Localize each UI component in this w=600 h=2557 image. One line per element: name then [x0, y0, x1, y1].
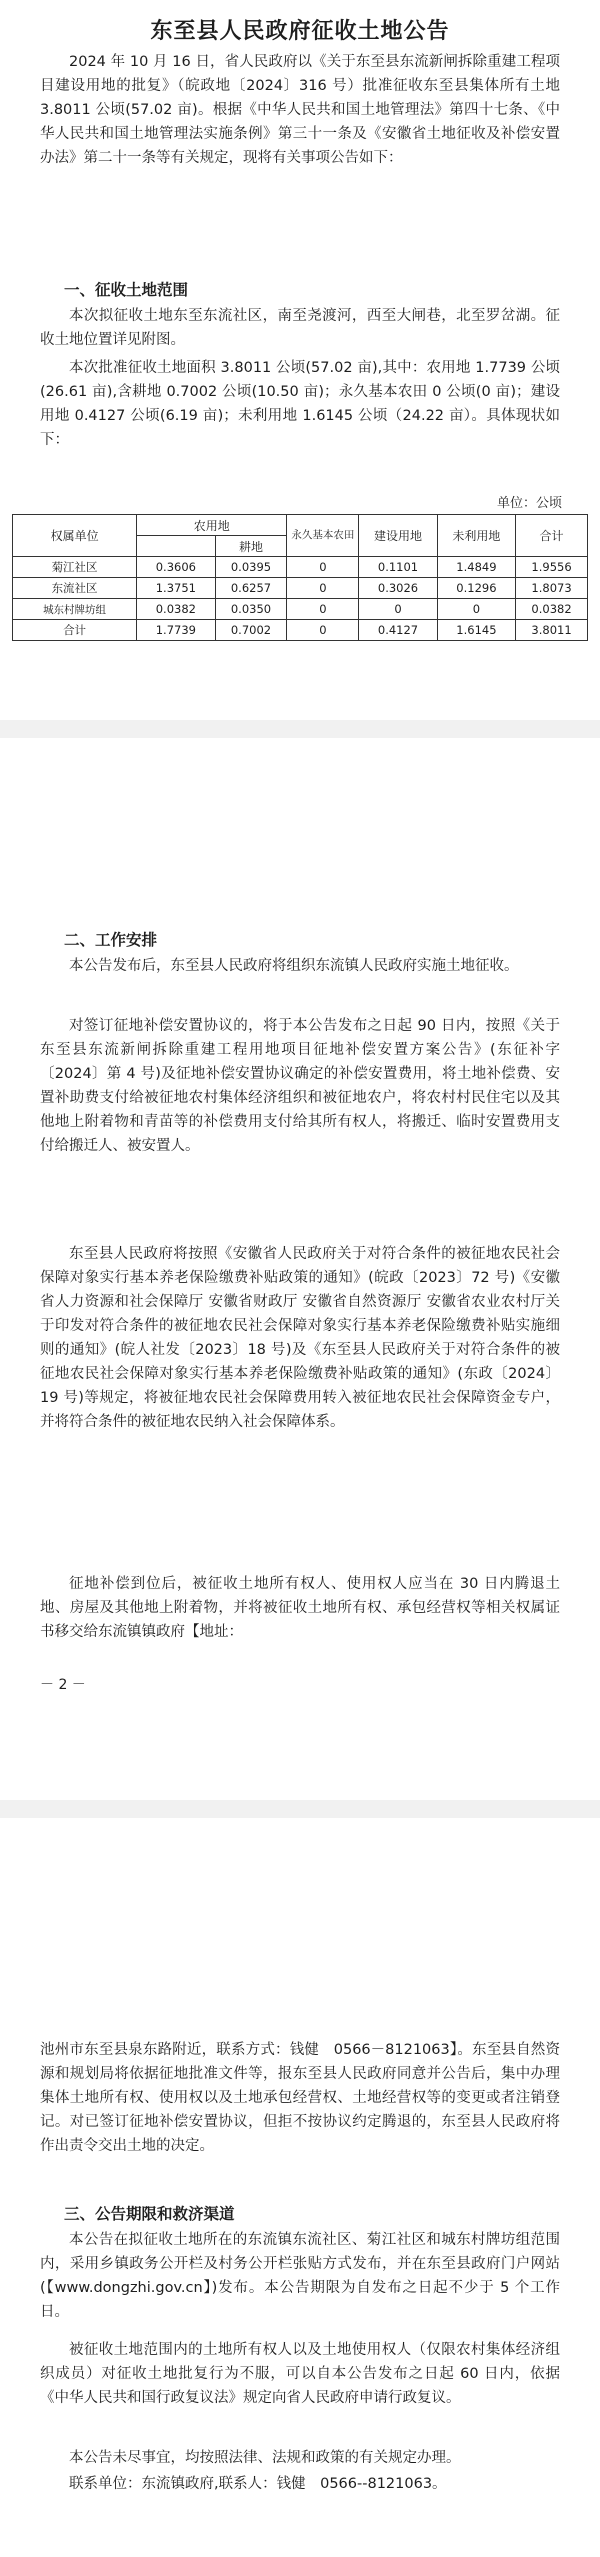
section-2-paragraph-3: 东至县人民政府将按照《安徽省人民政府关于对符合条件的被征地农民社会保障对象实行基本养老保险缴费补贴政策的通知》(皖政〔2023〕72 号)《安徽省人力资源和社会保障厅 安徽省财政厅 安徽省自然资源厅 安徽省农业农村厅关于印发对符合条件的被征地农民社会保障对象实行基本养老保险缴费补贴实施细则的通知》(皖人社发〔2023〕18 号)及《东至县人民政府关于对符合条件的被征地农民社会保障对象实行基本养老保险缴费补贴政策的通知》(东政〔2024〕19 号)等规定，将被征地农民社会保障费用转入被征地农民社会保障资金专户，并将符合条件的被征地农民纳入社会保障体系。 — [40, 1246, 560, 1430]
table-header-construction: 建设用地 — [359, 515, 437, 557]
document-page-1 — [0, 0, 600, 720]
row-total: 0.0382 — [516, 599, 588, 620]
row-owner: 城东村牌坊组 — [13, 599, 137, 620]
row-owner: 菊江社区 — [13, 557, 137, 578]
row-basic-farmland: 0 — [287, 620, 359, 641]
row-cultivated: 0.0350 — [215, 599, 287, 620]
row-cultivated: 0.6257 — [215, 578, 287, 599]
section-2-paragraph-1: 本公告发布后，东至县人民政府将组织东流镇人民政府实施土地征收。 — [69, 958, 519, 974]
document-page-2 — [0, 738, 600, 1800]
row-agricultural: 1.7739 — [137, 620, 215, 641]
row-unused: 0.1296 — [437, 578, 515, 599]
table-header-cultivated: 耕地 — [215, 536, 287, 557]
table-row — [13, 578, 588, 599]
row-basic-farmland: 0 — [287, 599, 359, 620]
row-total: 1.8073 — [516, 578, 588, 599]
table-header-unused: 未利用地 — [437, 515, 515, 557]
section-1-range-paragraph: 本次拟征收土地东至东流社区，南至尧渡河，西至大闸巷，北至罗岔湖。征收土地位置详见附图。 — [40, 308, 560, 348]
row-owner: 东流社区 — [13, 578, 137, 599]
row-cultivated: 0.7002 — [215, 620, 287, 641]
table-header-total: 合计 — [516, 515, 588, 557]
table-header-agricultural: 农用地 — [137, 515, 287, 536]
page-gap — [0, 1800, 600, 1818]
row-construction: 0.1101 — [359, 557, 437, 578]
table-header-basic-farmland: 永久基本农田 — [287, 515, 359, 557]
page-number: － 2 － — [40, 1677, 86, 1693]
row-total: 1.9556 — [516, 557, 588, 578]
unit-label: 单位：公顷 — [496, 496, 562, 511]
row-agricultural: 1.3751 — [137, 578, 215, 599]
section-3-heading: 三、公告期限和救济渠道 — [64, 2205, 235, 2223]
row-construction: 0 — [359, 599, 437, 620]
table-row — [13, 557, 588, 578]
table-row-total — [13, 620, 588, 641]
section-2-paragraph-2: 对签订征地补偿安置协议的，将于本公告发布之日起 90 日内，按照《关于东至县东流新闸拆除重建工程用地项目征地补偿安置方案公告》(东征补字〔2024〕第 4 号)及征地补偿安置协议确定的补偿安置费用，将土地补偿费、安置补助费支付给被征地农村集体经济组织和被征地农户，将农村村民住宅以及其他地上附着物和青苗等的补偿费用支付给其所有权人，将搬迁、临时安置费用支付给搬迁人、被安置人。 — [40, 1018, 560, 1154]
section-2-paragraph-4: 征地补偿到位后，被征收土地所有权人、使用权人应当在 30 日内腾退土地、房屋及其他地上附着物，并将被征收土地所有权、承包经营权等相关权属证书移交给东流镇镇政府【地址： — [40, 1576, 560, 1640]
table-header-agri-blank — [137, 536, 215, 557]
section-3-paragraph-2: 被征收土地范围内的土地所有权人以及土地使用权人（仅限农村集体经济组织成员）对征收土地批复行为不服，可以自本公告发布之日起 60 日内，依据《中华人民共和国行政复议法》规定向省人民政府申请行政复议。 — [40, 2342, 560, 2406]
page-gap — [0, 720, 600, 738]
row-unused: 1.6145 — [437, 620, 515, 641]
row-unused: 1.4849 — [437, 557, 515, 578]
row-basic-farmland: 0 — [287, 578, 359, 599]
table-header-owner: 权属单位 — [13, 515, 137, 557]
land-status-table — [12, 514, 588, 641]
table-row — [13, 599, 588, 620]
section-2-paragraph-4-continued: 池州市东至县泉东路附近，联系方式：钱健 0566－8121063】。东至县自然资源和规划局将依据征地批准文件等，报东至县人民政府同意并公告后，集中办理集体土地所有权、使用权以及土地承包经营权、土地经营权等的变更或者注销登记。对已签订征地补偿安置协议，但拒不按协议约定腾退的，东至县人民政府将作出责令交出土地的决定。 — [40, 2042, 560, 2154]
section-1-heading: 一、征收土地范围 — [64, 281, 189, 299]
section-1-area-paragraph: 本次批准征收土地面积 3.8011 公顷(57.02 亩),其中：农用地 1.7739 公顷(26.61 亩),含耕地 0.7002 公顷(10.50 亩)；永久基本农田 0 公顷(0 亩)；建设用地 0.4127 公顷(6.19 亩)；未利用地 1.6145 公顷（24.22 亩）。具体现状如下： — [40, 360, 560, 448]
section-2-heading: 二、工作安排 — [64, 931, 158, 949]
section-3-paragraph-3: 本公告未尽事宜，均按照法律、法规和政策的有关规定办理。 — [69, 2450, 461, 2466]
row-construction: 0.3026 — [359, 578, 437, 599]
section-3-paragraph-1: 本公告在拟征收土地所在的东流镇东流社区、菊江社区和城东村牌坊组范围内，采用乡镇政务公开栏及村务公开栏张贴方式发布，并在东至县政府门户网站(【www.dongzhi.gov.cn】)发布。本公告期限为自发布之日起不少于 5 个工作日。 — [40, 2232, 560, 2320]
row-agricultural: 0.0382 — [137, 599, 215, 620]
contact-line: 联系单位：东流镇政府,联系人：钱健 0566--8121063。 — [69, 2476, 447, 2492]
row-basic-farmland: 0 — [287, 557, 359, 578]
row-cultivated: 0.0395 — [215, 557, 287, 578]
row-total: 3.8011 — [516, 620, 588, 641]
intro-paragraph: 2024 年 10 月 16 日，省人民政府以《关于东至县东流新闸拆除重建工程项目建设用地的批复》（皖政地〔2024〕316 号）批准征收东至县集体所有土地 3.8011 公顷(57.02 亩)。根据《中华人民共和国土地管理法》第四十七条、《中华人民共和国土地管理法实施条例》第三十一条及《安徽省土地征收及补偿安置办法》第二十一条等有关规定，现将有关事项公告如下： — [40, 54, 560, 166]
row-owner: 合计 — [13, 620, 137, 641]
row-unused: 0 — [437, 599, 515, 620]
document-title: 东至县人民政府征收土地公告 — [150, 19, 450, 44]
row-agricultural: 0.3606 — [137, 557, 215, 578]
row-construction: 0.4127 — [359, 620, 437, 641]
document-page-3 — [0, 1818, 600, 2557]
